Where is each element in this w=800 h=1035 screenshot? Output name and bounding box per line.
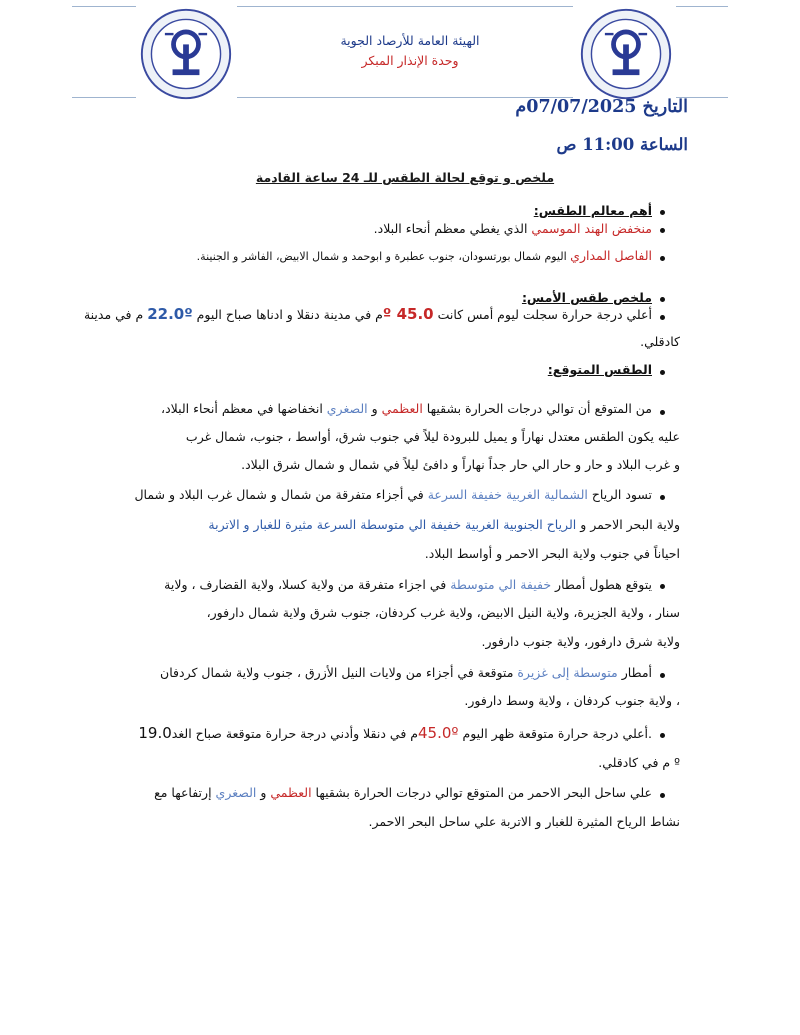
bullet-dot: [660, 370, 665, 375]
bullet-dot: [660, 495, 665, 500]
bullet-dot: [660, 297, 665, 302]
min-temp-word: الصغري: [215, 785, 257, 800]
forecast-text: و: [256, 785, 271, 800]
forecast-text: متوقعة في أجزاء من ولايات النيل الأزرق ، جنوب ولاية شمال كردفان: [160, 665, 518, 680]
bullet-dot: [660, 315, 665, 320]
authority-name: الهيئة العامة للأرصاد الجوية: [340, 33, 480, 48]
bullet-dot: [660, 584, 665, 589]
bullet-dot: [660, 256, 665, 261]
past-line-2: كادقلي.: [640, 334, 680, 349]
forecast-p3-line-3: ولاية شرق دارفور، ولاية جنوب دارفور.: [481, 634, 680, 649]
forecast-p2-line-2: [208, 517, 680, 532]
max-temp-word: العظمي: [270, 785, 312, 800]
report-time: الساعة 11:00 ص: [556, 135, 688, 154]
forecast-p1-line-2: عليه يكون الطقس معتدل نهاراً و يميل للبرودة ليلاً في جنوب شرق، أواسط ، جنوب، شمال غرب: [185, 429, 680, 444]
forecast-text: ولاية البحر الاحمر و: [576, 517, 680, 532]
forecast-max-temp: 45.0º: [418, 724, 459, 742]
forecast-min-temp: 19.0: [138, 724, 172, 742]
forecast-p4-line-1: [160, 665, 652, 680]
feature-text: الذي يغطي معظم أنحاء البلاد.: [373, 221, 532, 236]
feature-item-itcz: [197, 248, 652, 263]
rain-intensity: متوسطة إلى غزيرة: [517, 665, 618, 680]
forecast-text: تسود الرياح: [587, 487, 652, 502]
forecast-text: من المتوقع أن توالي درجات الحرارة بشقيها: [422, 401, 652, 416]
rain-intensity: خفيفة الي متوسطة: [450, 577, 552, 592]
forecast-p2-line-3: احياناً في جنوب ولاية البحر الاحمر و أواسط البلاد.: [424, 546, 680, 561]
forecast-text: م في دنقلا وأدني درجة حرارة متوقعة صباح الغد: [171, 726, 419, 741]
forecast-p4-line-2: ، ولاية جنوب كردفان ، ولاية وسط دارفور.: [464, 693, 680, 708]
forecast-p1-line-1: [161, 401, 652, 416]
forecast-p3-line-2: سنار ، ولاية الجزيرة، ولاية النيل الابيض، ولاية غرب كردفان، جنوب شرق ولاية شمال دارفور،: [206, 605, 680, 620]
forecast-text: إرتفاعها مع: [154, 785, 216, 800]
feature-item-monsoon-low: [374, 221, 652, 236]
forecast-p2-line-1: [134, 487, 652, 502]
report-date: التاريخ 07/07/2025م: [515, 97, 688, 117]
header-rule-left-bottom: [72, 97, 136, 98]
bullet-dot: [660, 673, 665, 678]
feature-text: اليوم شمال بورتسودان، جنوب عطبرة و ابوحمد و شمال الابيض، الفاشر و الجنينة.: [196, 250, 571, 263]
header-rule-right-top: [676, 6, 728, 7]
forecast-text: في أجزاء متفرقة من شمال و شمال غرب البلاد و شمال: [134, 487, 428, 502]
forecast-text: يتوقع هطول أمطار: [551, 577, 652, 592]
meteorological-authority-logo-right: [578, 6, 674, 102]
feature-highlight: الفاصل المداري: [570, 248, 652, 263]
header-rule-left-top: [72, 6, 136, 7]
wind-highlight: الرياح الجنوبية الغربية خفيفة الي متوسطة السرعة مثيرة للغبار و الاتربة: [208, 517, 577, 532]
features-heading: أهم معالم الطقس:: [533, 203, 652, 218]
past-text: أعلي درجة حرارة سجلت ليوم أمس كانت: [433, 307, 652, 322]
forecast-heading: الطقس المتوقع:: [547, 362, 652, 377]
wind-highlight: الشمالية الغربية خفيفة السرعة: [427, 487, 588, 502]
forecast-p6-line-2: نشاط الرياح المثيرة للغبار و الاتربة علي ساحل البحر الاحمر.: [368, 814, 680, 829]
bullet-dot: [660, 210, 665, 215]
forecast-p3-line-1: [164, 577, 652, 592]
forecast-text: علي ساحل البحر الاحمر من المتوقع توالي درجات الحرارة بشقيها: [311, 785, 652, 800]
forecast-text: في اجزاء متفرقة من ولاية كسلا، ولاية القضارف ، ولاية: [164, 577, 451, 592]
past-line-1: [84, 305, 652, 323]
bullet-dot: [660, 410, 665, 415]
forecast-text: .أعلي درجة حرارة متوقعة ظهر اليوم: [458, 726, 652, 741]
forecast-p5-line-1: [138, 724, 652, 742]
max-temp-word: العظمي: [381, 401, 423, 416]
forecast-p6-line-1: [154, 785, 652, 800]
past-min-temp: 22.0º: [147, 305, 193, 323]
forecast-text: و: [367, 401, 382, 416]
meteorological-authority-logo-left: [138, 6, 234, 102]
header-rule-center-top: [237, 6, 573, 7]
bullet-dot: [660, 793, 665, 798]
forecast-p5-line-2: º م في كادقلي.: [598, 755, 680, 770]
feature-highlight: منخفض الهند الموسمي: [531, 221, 652, 236]
unit-name: وحدة الإنذار المبكر: [361, 53, 459, 68]
forecast-text: أمطار: [617, 665, 652, 680]
report-title: ملخص و توقع لحالة الطقس للـ 24 ساعة القادمة: [255, 170, 555, 185]
past-max-temp: 45.0 º: [382, 305, 434, 323]
forecast-p1-line-3: و غرب البلاد و حار و حار الي حار جداً نهاراً و دافئ ليلاً في شمال و شمال شرق البلاد.: [241, 457, 680, 472]
bullet-dot: [660, 228, 665, 233]
past-heading: ملخص طقس الأمس:: [521, 290, 652, 305]
forecast-text: انخفاضها في معظم أنحاء البلاد،: [161, 401, 327, 416]
past-text: م في مدينة: [83, 307, 148, 322]
bullet-dot: [660, 733, 665, 738]
min-temp-word: الصغري: [326, 401, 368, 416]
past-text: م في مدينة دنقلا و ادناها صباح اليوم: [192, 307, 383, 322]
